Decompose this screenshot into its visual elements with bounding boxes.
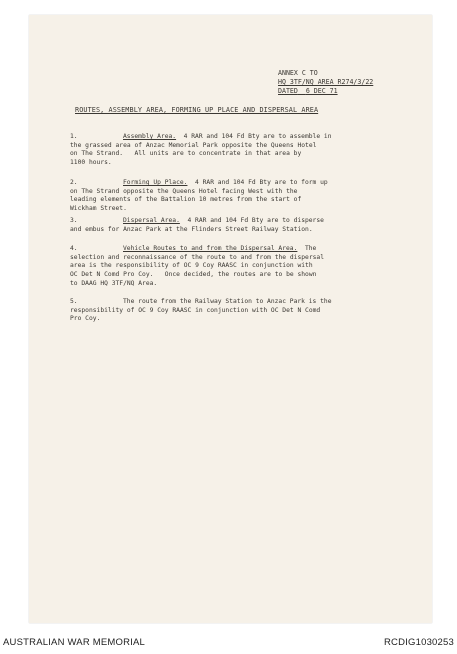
footer-record-id: RCDIG1030253 bbox=[384, 637, 454, 648]
paragraph-line: on The Strand opposite the Queens Hotel facing West with the bbox=[70, 187, 298, 195]
paragraph-line: the grassed area of Anzac Memorial Park opposite the Queens Hotel bbox=[70, 141, 317, 149]
paragraph-first-line: 4 RAR and 104 Fd Bty are to assemble in bbox=[176, 133, 332, 140]
paragraph-number: 2. bbox=[70, 179, 78, 186]
paragraph-line: area is the responsibility of OC 9 Coy RAASC in conjunction with bbox=[70, 262, 313, 270]
paragraph-line: to DAAG HQ 3TF/NQ Area. bbox=[70, 279, 158, 287]
paragraph-line: responsibility of OC 9 Coy RAASC in conjunction with OC Det N Comd bbox=[70, 306, 321, 314]
paragraph-first-line: The bbox=[297, 245, 317, 252]
annex-line-2: HQ 3TF/NQ AREA R274/3/22 bbox=[278, 78, 374, 86]
paragraph-line: leading elements of the Battalion 10 metres from the start of bbox=[70, 196, 302, 204]
paragraph-first-line: The route from the Railway Station to Anzac Park is the bbox=[123, 298, 332, 305]
paragraph-line: Pro Coy. bbox=[70, 315, 101, 323]
paragraph-heading: Dispersal Area. bbox=[123, 217, 180, 224]
paragraph-number: 3. bbox=[70, 217, 78, 224]
document-heading: ROUTES, ASSEMBLY AREA, FORMING UP PLACE AND DISPERSAL AREA bbox=[75, 106, 319, 114]
paragraph-first-line: 4 RAR and 104 Fd Bty are to form up bbox=[187, 179, 328, 186]
paragraph-number: 4. bbox=[70, 245, 78, 252]
paragraph-2 bbox=[70, 179, 420, 214]
paragraph-number: 1. bbox=[70, 133, 78, 140]
paragraph-line: 1100 hours. bbox=[70, 159, 112, 167]
paragraph-4 bbox=[70, 245, 420, 289]
paragraph-line: on The Strand. All units are to concentrate in that area by bbox=[70, 150, 302, 158]
paragraph-5 bbox=[70, 298, 420, 324]
annex-reference bbox=[278, 69, 428, 96]
annex-dated-value: 6 DEC 71 bbox=[305, 87, 338, 95]
paragraph-line: Wickham Street. bbox=[70, 205, 127, 213]
paragraph-number: 5. bbox=[70, 298, 78, 305]
paragraph-1 bbox=[70, 133, 420, 168]
paragraph-heading: Assembly Area. bbox=[123, 133, 177, 140]
paragraph-line: selection and reconnaissance of the route to and from the dispersal bbox=[70, 253, 325, 261]
paragraph-first-line: 4 RAR and 104 Fd Bty are to disperse bbox=[179, 217, 324, 224]
footer-institution: AUSTRALIAN WAR MEMORIAL bbox=[3, 637, 146, 648]
paragraph-heading: Vehicle Routes to and from the Dispersal Area. bbox=[123, 245, 298, 252]
paragraph-line: and embus for Anzac Park at the Flinders Street Railway Station. bbox=[70, 225, 313, 233]
document-page bbox=[29, 15, 432, 623]
paragraph-heading: Forming Up Place. bbox=[123, 179, 188, 186]
annex-line-1: ANNEX C TO bbox=[278, 69, 318, 77]
paragraph-line: OC Det N Comd Pro Coy. Once decided, the routes are to be shown bbox=[70, 271, 317, 279]
annex-dated-label: DATED bbox=[278, 87, 298, 95]
paragraph-3 bbox=[70, 217, 420, 234]
